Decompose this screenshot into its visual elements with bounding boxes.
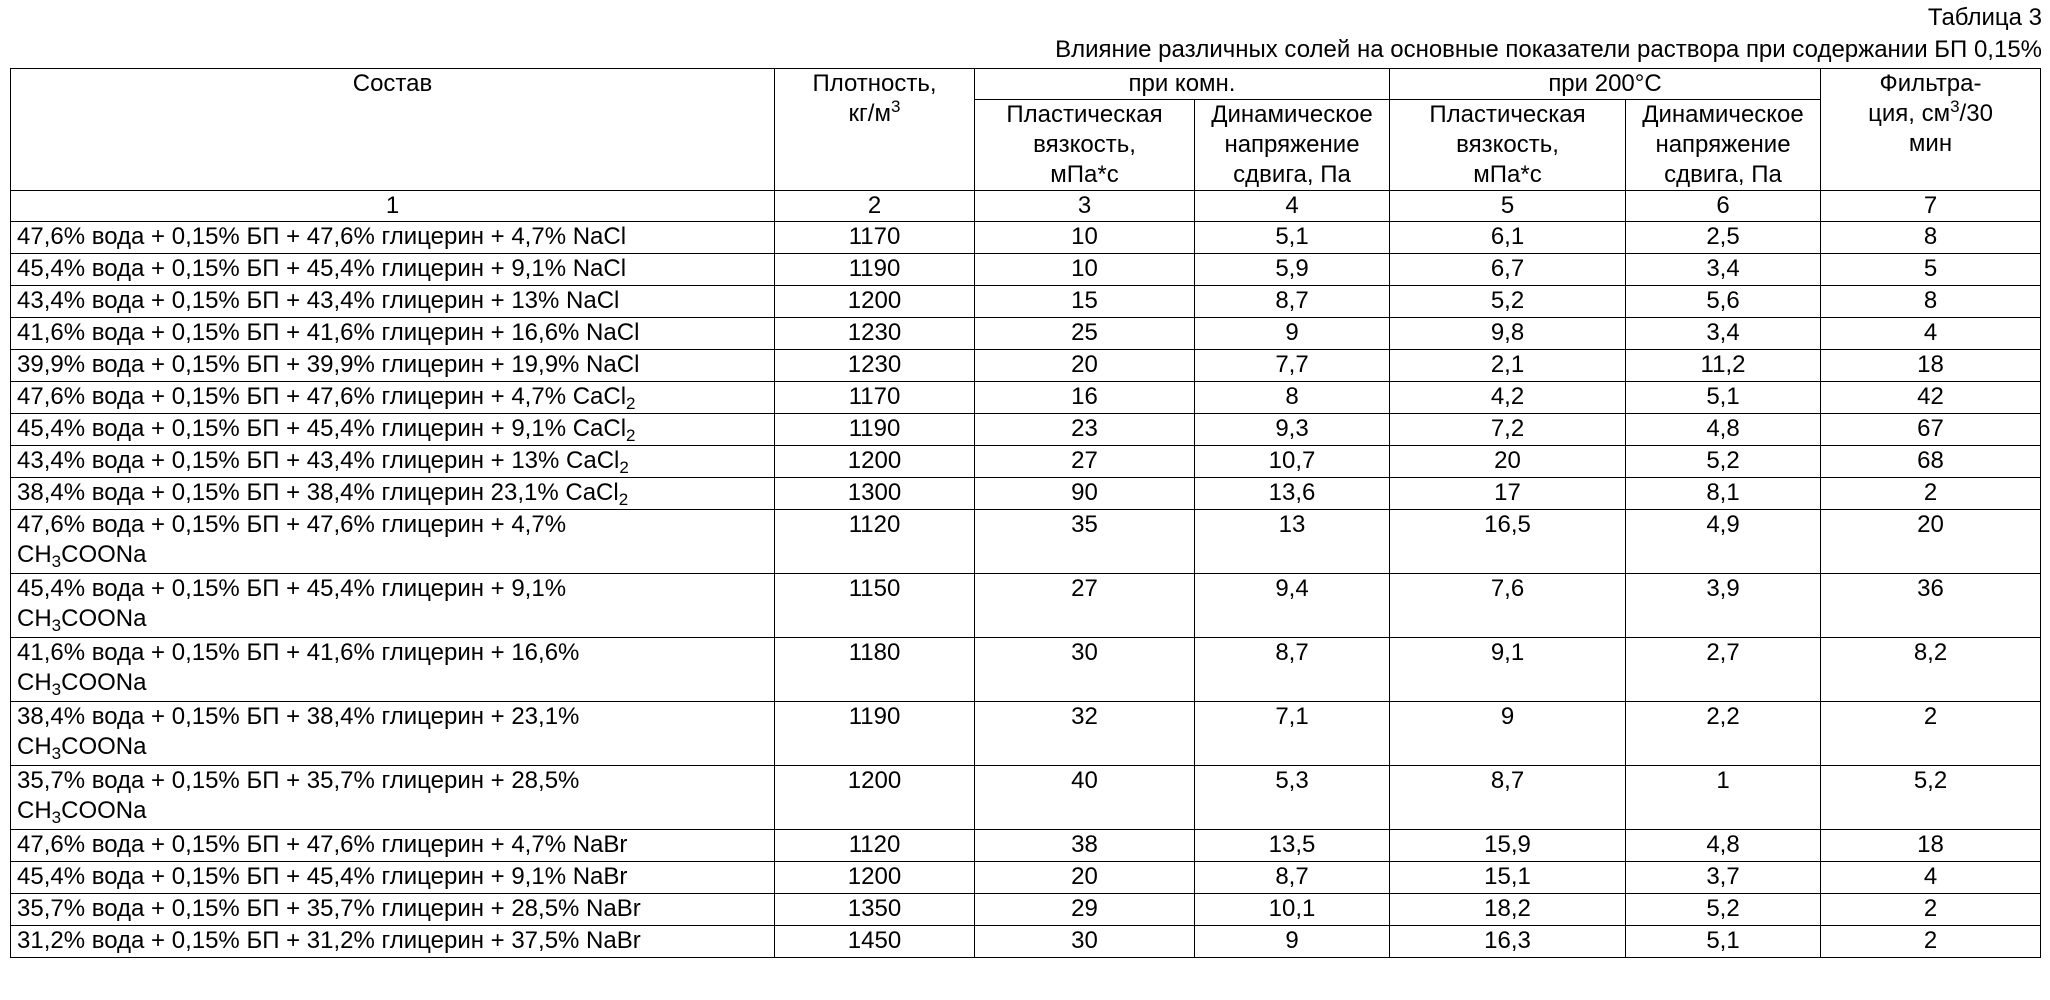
plastic-viscosity-room-cell: 10 bbox=[975, 254, 1195, 286]
column-number: 4 bbox=[1195, 191, 1390, 222]
column-number-row bbox=[11, 191, 2041, 222]
dynamic-stress-hot-cell: 2,5 bbox=[1626, 222, 1821, 254]
dynamic-stress-room-cell: 7,1 bbox=[1195, 702, 1390, 766]
filtration-cell: 2 bbox=[1821, 926, 2041, 958]
filtration-cell: 18 bbox=[1821, 350, 2041, 382]
density-cell: 1200 bbox=[775, 766, 975, 830]
dynamic-stress-hot-cell: 5,1 bbox=[1626, 926, 1821, 958]
dynamic-stress-hot-cell: 4,9 bbox=[1626, 510, 1821, 574]
density-cell: 1230 bbox=[775, 350, 975, 382]
density-cell: 1200 bbox=[775, 286, 975, 318]
plastic-viscosity-hot-cell: 9,1 bbox=[1390, 638, 1626, 702]
composition-cell: 45,4% вода + 0,15% БП + 45,4% глицерин + 9,1% NaBr bbox=[11, 862, 775, 894]
plastic-viscosity-hot-cell: 18,2 bbox=[1390, 894, 1626, 926]
table-row bbox=[11, 510, 2041, 574]
table-row bbox=[11, 318, 2041, 350]
dynamic-stress-hot-cell: 11,2 bbox=[1626, 350, 1821, 382]
header-density: Плотность, кг/м3 bbox=[775, 69, 975, 191]
plastic-viscosity-room-cell: 35 bbox=[975, 510, 1195, 574]
dynamic-stress-room-cell: 8,7 bbox=[1195, 862, 1390, 894]
composition-cell: 43,4% вода + 0,15% БП + 43,4% глицерин + 13% CaCl2 bbox=[11, 446, 775, 478]
composition-cell: 43,4% вода + 0,15% БП + 43,4% глицерин + 13% NaCl bbox=[11, 286, 775, 318]
plastic-viscosity-hot-cell: 7,2 bbox=[1390, 414, 1626, 446]
composition-cell: 35,7% вода + 0,15% БП + 35,7% глицерин + 28,5% NaBr bbox=[11, 894, 775, 926]
table-row bbox=[11, 862, 2041, 894]
table-row bbox=[11, 574, 2041, 638]
filtration-cell: 2 bbox=[1821, 894, 2041, 926]
dynamic-stress-room-cell: 9,3 bbox=[1195, 414, 1390, 446]
table-row bbox=[11, 414, 2041, 446]
plastic-viscosity-hot-cell: 15,1 bbox=[1390, 862, 1626, 894]
dynamic-stress-hot-cell: 3,4 bbox=[1626, 318, 1821, 350]
filtration-cell: 67 bbox=[1821, 414, 2041, 446]
dynamic-stress-hot-cell: 5,1 bbox=[1626, 382, 1821, 414]
composition-cell: 45,4% вода + 0,15% БП + 45,4% глицерин + 9,1% CaCl2 bbox=[11, 414, 775, 446]
table-title: Влияние различных солей на основные показатели раствора при содержании БП 0,15% bbox=[1055, 36, 2042, 64]
dynamic-stress-hot-cell: 3,7 bbox=[1626, 862, 1821, 894]
composition-cell: 47,6% вода + 0,15% БП + 47,6% глицерин + 4,7% NaCl bbox=[11, 222, 775, 254]
plastic-viscosity-room-cell: 29 bbox=[975, 894, 1195, 926]
header-dynamic-stress-room: Динамическое напряжение сдвига, Па bbox=[1195, 100, 1390, 191]
filtration-cell: 42 bbox=[1821, 382, 2041, 414]
plastic-viscosity-room-cell: 16 bbox=[975, 382, 1195, 414]
dynamic-stress-hot-cell: 2,2 bbox=[1626, 702, 1821, 766]
results-table bbox=[10, 68, 2041, 958]
composition-cell: 47,6% вода + 0,15% БП + 47,6% глицерин + 4,7% CaCl2 bbox=[11, 382, 775, 414]
header-dynamic-stress-hot: Динамическое напряжение сдвига, Па bbox=[1626, 100, 1821, 191]
plastic-viscosity-room-cell: 25 bbox=[975, 318, 1195, 350]
column-number: 1 bbox=[11, 191, 775, 222]
density-cell: 1170 bbox=[775, 222, 975, 254]
table-row bbox=[11, 478, 2041, 510]
composition-cell: 41,6% вода + 0,15% БП + 41,6% глицерин + 16,6% CH3COONa bbox=[11, 638, 775, 702]
plastic-viscosity-hot-cell: 7,6 bbox=[1390, 574, 1626, 638]
dynamic-stress-room-cell: 13 bbox=[1195, 510, 1390, 574]
dynamic-stress-room-cell: 9 bbox=[1195, 926, 1390, 958]
header-hot-temp: при 200°С bbox=[1390, 69, 1821, 100]
dynamic-stress-hot-cell: 4,8 bbox=[1626, 414, 1821, 446]
plastic-viscosity-room-cell: 30 bbox=[975, 926, 1195, 958]
dynamic-stress-room-cell: 8 bbox=[1195, 382, 1390, 414]
plastic-viscosity-hot-cell: 5,2 bbox=[1390, 286, 1626, 318]
column-number: 2 bbox=[775, 191, 975, 222]
plastic-viscosity-hot-cell: 16,5 bbox=[1390, 510, 1626, 574]
dynamic-stress-room-cell: 5,1 bbox=[1195, 222, 1390, 254]
filtration-cell: 18 bbox=[1821, 830, 2041, 862]
header-plastic-viscosity-room: Пластическая вязкость, мПа*с bbox=[975, 100, 1195, 191]
density-cell: 1190 bbox=[775, 414, 975, 446]
density-cell: 1180 bbox=[775, 638, 975, 702]
plastic-viscosity-room-cell: 38 bbox=[975, 830, 1195, 862]
dynamic-stress-hot-cell: 8,1 bbox=[1626, 478, 1821, 510]
table-row bbox=[11, 926, 2041, 958]
composition-cell: 38,4% вода + 0,15% БП + 38,4% глицерин + 23,1% CH3COONa bbox=[11, 702, 775, 766]
density-cell: 1350 bbox=[775, 894, 975, 926]
filtration-cell: 8 bbox=[1821, 286, 2041, 318]
filtration-cell: 20 bbox=[1821, 510, 2041, 574]
composition-cell: 41,6% вода + 0,15% БП + 41,6% глицерин + 16,6% NaCl bbox=[11, 318, 775, 350]
density-cell: 1200 bbox=[775, 446, 975, 478]
table-row bbox=[11, 254, 2041, 286]
dynamic-stress-hot-cell: 2,7 bbox=[1626, 638, 1821, 702]
dynamic-stress-room-cell: 5,3 bbox=[1195, 766, 1390, 830]
dynamic-stress-room-cell: 8,7 bbox=[1195, 638, 1390, 702]
plastic-viscosity-room-cell: 32 bbox=[975, 702, 1195, 766]
plastic-viscosity-hot-cell: 20 bbox=[1390, 446, 1626, 478]
dynamic-stress-room-cell: 7,7 bbox=[1195, 350, 1390, 382]
density-cell: 1170 bbox=[775, 382, 975, 414]
filtration-cell: 5 bbox=[1821, 254, 2041, 286]
density-cell: 1200 bbox=[775, 862, 975, 894]
density-cell: 1450 bbox=[775, 926, 975, 958]
composition-cell: 45,4% вода + 0,15% БП + 45,4% глицерин + 9,1% NaCl bbox=[11, 254, 775, 286]
table-row bbox=[11, 350, 2041, 382]
table-row bbox=[11, 766, 2041, 830]
filtration-cell: 5,2 bbox=[1821, 766, 2041, 830]
plastic-viscosity-room-cell: 23 bbox=[975, 414, 1195, 446]
filtration-cell: 4 bbox=[1821, 862, 2041, 894]
plastic-viscosity-hot-cell: 8,7 bbox=[1390, 766, 1626, 830]
dynamic-stress-room-cell: 9,4 bbox=[1195, 574, 1390, 638]
column-number: 6 bbox=[1626, 191, 1821, 222]
density-cell: 1120 bbox=[775, 830, 975, 862]
density-cell: 1190 bbox=[775, 702, 975, 766]
header-filtration: Фильтра- ция, см3/30 мин bbox=[1821, 69, 2041, 191]
plastic-viscosity-room-cell: 27 bbox=[975, 574, 1195, 638]
plastic-viscosity-hot-cell: 9 bbox=[1390, 702, 1626, 766]
header-room-temp: при комн. bbox=[975, 69, 1390, 100]
plastic-viscosity-hot-cell: 6,7 bbox=[1390, 254, 1626, 286]
dynamic-stress-room-cell: 5,9 bbox=[1195, 254, 1390, 286]
filtration-cell: 8 bbox=[1821, 222, 2041, 254]
filtration-cell: 8,2 bbox=[1821, 638, 2041, 702]
dynamic-stress-hot-cell: 1 bbox=[1626, 766, 1821, 830]
density-cell: 1190 bbox=[775, 254, 975, 286]
table-row bbox=[11, 894, 2041, 926]
composition-cell: 45,4% вода + 0,15% БП + 45,4% глицерин + 9,1% CH3COONa bbox=[11, 574, 775, 638]
composition-cell: 31,2% вода + 0,15% БП + 31,2% глицерин + 37,5% NaBr bbox=[11, 926, 775, 958]
dynamic-stress-room-cell: 9 bbox=[1195, 318, 1390, 350]
table-row bbox=[11, 830, 2041, 862]
table-row bbox=[11, 382, 2041, 414]
plastic-viscosity-room-cell: 40 bbox=[975, 766, 1195, 830]
filtration-cell: 4 bbox=[1821, 318, 2041, 350]
header-composition: Состав bbox=[11, 69, 775, 191]
composition-cell: 39,9% вода + 0,15% БП + 39,9% глицерин + 19,9% NaCl bbox=[11, 350, 775, 382]
composition-cell: 47,6% вода + 0,15% БП + 47,6% глицерин + 4,7% NaBr bbox=[11, 830, 775, 862]
plastic-viscosity-room-cell: 30 bbox=[975, 638, 1195, 702]
plastic-viscosity-hot-cell: 4,2 bbox=[1390, 382, 1626, 414]
dynamic-stress-room-cell: 13,6 bbox=[1195, 478, 1390, 510]
filtration-cell: 68 bbox=[1821, 446, 2041, 478]
column-number: 7 bbox=[1821, 191, 2041, 222]
dynamic-stress-room-cell: 10,7 bbox=[1195, 446, 1390, 478]
plastic-viscosity-room-cell: 90 bbox=[975, 478, 1195, 510]
filtration-cell: 2 bbox=[1821, 478, 2041, 510]
dynamic-stress-hot-cell: 5,6 bbox=[1626, 286, 1821, 318]
dynamic-stress-room-cell: 13,5 bbox=[1195, 830, 1390, 862]
plastic-viscosity-room-cell: 15 bbox=[975, 286, 1195, 318]
table-row bbox=[11, 638, 2041, 702]
plastic-viscosity-hot-cell: 17 bbox=[1390, 478, 1626, 510]
dynamic-stress-hot-cell: 5,2 bbox=[1626, 446, 1821, 478]
plastic-viscosity-room-cell: 27 bbox=[975, 446, 1195, 478]
plastic-viscosity-room-cell: 20 bbox=[975, 862, 1195, 894]
density-cell: 1300 bbox=[775, 478, 975, 510]
dynamic-stress-hot-cell: 5,2 bbox=[1626, 894, 1821, 926]
plastic-viscosity-hot-cell: 15,9 bbox=[1390, 830, 1626, 862]
dynamic-stress-room-cell: 10,1 bbox=[1195, 894, 1390, 926]
plastic-viscosity-room-cell: 10 bbox=[975, 222, 1195, 254]
dynamic-stress-room-cell: 8,7 bbox=[1195, 286, 1390, 318]
composition-cell: 38,4% вода + 0,15% БП + 38,4% глицерин 23,1% CaCl2 bbox=[11, 478, 775, 510]
column-number: 3 bbox=[975, 191, 1195, 222]
header-plastic-viscosity-hot: Пластическая вязкость, мПа*с bbox=[1390, 100, 1626, 191]
plastic-viscosity-hot-cell: 6,1 bbox=[1390, 222, 1626, 254]
filtration-cell: 2 bbox=[1821, 702, 2041, 766]
density-cell: 1150 bbox=[775, 574, 975, 638]
table-number: Таблица 3 bbox=[1928, 4, 2042, 32]
table-row bbox=[11, 222, 2041, 254]
plastic-viscosity-hot-cell: 2,1 bbox=[1390, 350, 1626, 382]
column-number: 5 bbox=[1390, 191, 1626, 222]
density-cell: 1230 bbox=[775, 318, 975, 350]
table-row bbox=[11, 702, 2041, 766]
plastic-viscosity-hot-cell: 16,3 bbox=[1390, 926, 1626, 958]
filtration-cell: 36 bbox=[1821, 574, 2041, 638]
composition-cell: 35,7% вода + 0,15% БП + 35,7% глицерин + 28,5% CH3COONa bbox=[11, 766, 775, 830]
density-cell: 1120 bbox=[775, 510, 975, 574]
composition-cell: 47,6% вода + 0,15% БП + 47,6% глицерин + 4,7% CH3COONa bbox=[11, 510, 775, 574]
table-body bbox=[11, 222, 2041, 958]
table-row bbox=[11, 286, 2041, 318]
dynamic-stress-hot-cell: 3,9 bbox=[1626, 574, 1821, 638]
dynamic-stress-hot-cell: 3,4 bbox=[1626, 254, 1821, 286]
dynamic-stress-hot-cell: 4,8 bbox=[1626, 830, 1821, 862]
plastic-viscosity-room-cell: 20 bbox=[975, 350, 1195, 382]
plastic-viscosity-hot-cell: 9,8 bbox=[1390, 318, 1626, 350]
table-row bbox=[11, 446, 2041, 478]
